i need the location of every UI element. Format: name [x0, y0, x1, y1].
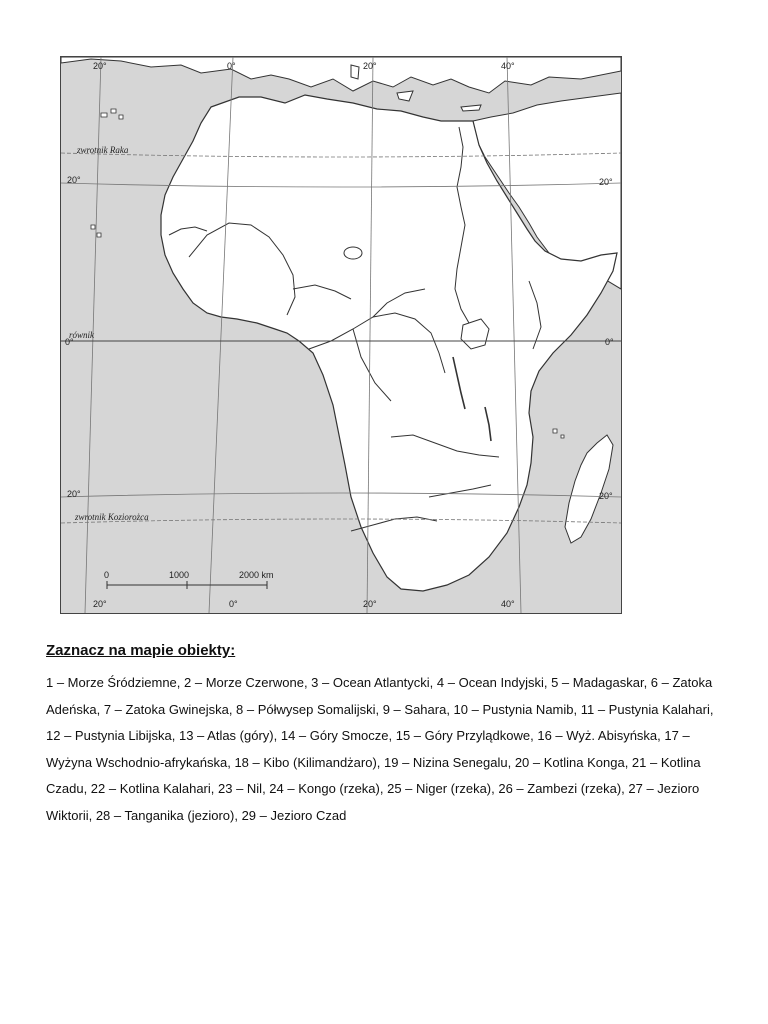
lake-chad: [344, 247, 362, 259]
comoros-islands: [553, 429, 564, 438]
scale-tick-0: 0: [104, 570, 110, 580]
label-bottom-20w: 20°: [93, 599, 107, 609]
label-bottom-20e: 20°: [363, 599, 377, 609]
label-top-20e: 20°: [363, 61, 377, 71]
label-top-0: 0°: [227, 61, 236, 71]
label-bottom-40e: 40°: [501, 599, 515, 609]
label-top-20w: 20°: [93, 61, 107, 71]
task-heading: Zaznacz na mapie obiekty:: [46, 642, 236, 659]
label-left-20n: 20°: [67, 175, 81, 185]
label-right-20s: 20°: [599, 491, 613, 501]
europe-landmass: [61, 57, 621, 93]
crete-island: [461, 105, 481, 111]
label-top-40e: 40°: [501, 61, 515, 71]
africa-blank-map: [60, 56, 622, 614]
parallel-20s: [61, 493, 621, 497]
label-right-0: 0°: [605, 337, 614, 347]
scale-tick-2000: 2000 km: [239, 570, 274, 580]
sicily-island: [397, 91, 413, 101]
label-right-20n: 20°: [599, 177, 613, 187]
canary-islands: [101, 109, 123, 119]
label-equator: równik: [69, 330, 95, 340]
sardinia-island: [351, 65, 359, 79]
label-tropic-cancer: zwrotnik Raka: [77, 145, 129, 155]
label-left-20s: 20°: [67, 489, 81, 499]
task-objects-list: 1 – Morze Śródziemne, 2 – Morze Czerwone, 3 – Ocean Atlantycki, 4 – Ocean Indyjski, 5 – Madagaskar, 6 – Zatoka Adeńska, 7 – Zatoka Gwinejska, 8 – Półwysep Somalijski, 9 – Sahara, 10 – Pustynia Namib, 11 – Pustynia Kalahari, 12 – Pustynia Libijska, 13 – Atlas (góry), 14 – Góry Smocze, 15 – Góry Przylądkowe, 16 – Wyż. Abisyńska, 17 – Wyżyna Wschodnio-afrykańska, 18 – Kibo (Kilimandżaro), 19 – Nizina Senegalu, 20 – Kotlina Konga, 21 – Kotlina Czadu, 22 – Kotlina Kalahari, 23 – Nil, 24 – Kongo (rzeka), 25 – Niger (rzeka), 26 – Zambezi (rzeka), 27 – Jezioro Wiktorii, 28 – Tanganika (jezioro), 29 – Jezioro Czad: [46, 675, 714, 823]
label-tropic-capricorn: zwrotnik Koziorożca: [75, 512, 149, 522]
scale-tick-1000: 1000: [169, 570, 190, 580]
map-canvas: [61, 57, 621, 613]
label-bottom-0: 0°: [229, 599, 238, 609]
madagascar-island: [565, 435, 613, 543]
scale-bar: [104, 570, 274, 589]
label-left-0: 0°: [65, 337, 74, 347]
